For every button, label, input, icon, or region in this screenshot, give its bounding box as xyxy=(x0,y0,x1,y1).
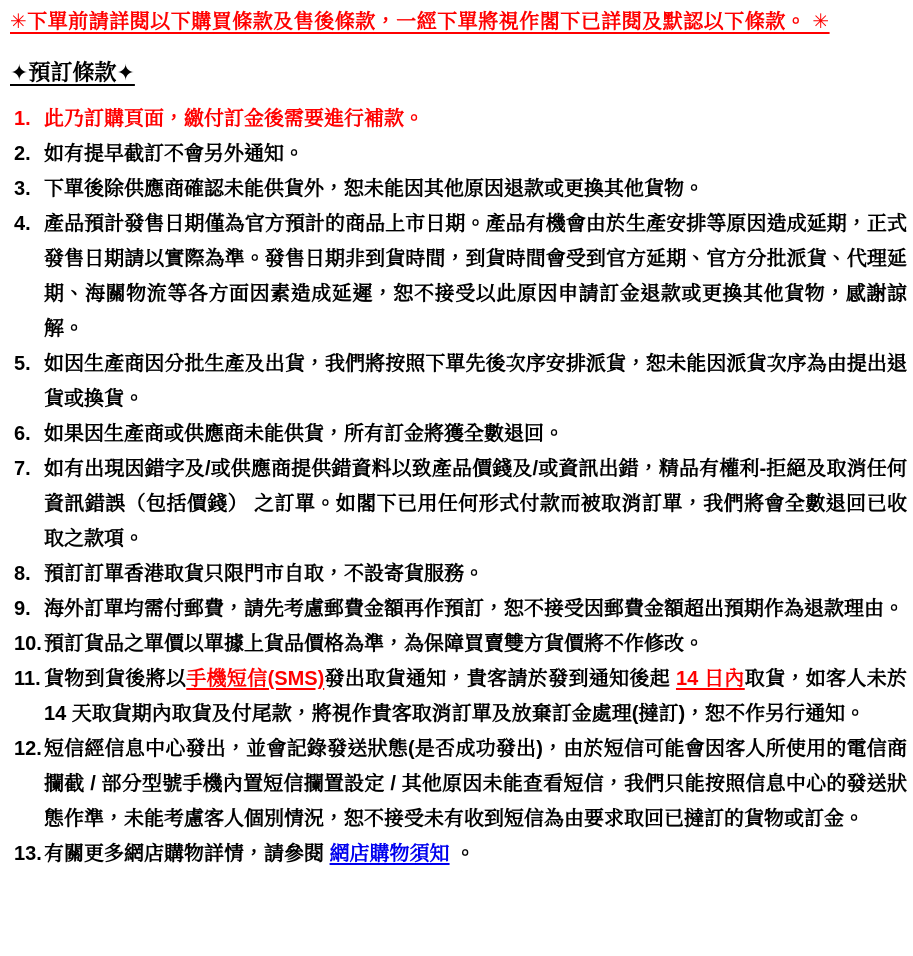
term-text-segment: 貨物到貨後將以 xyxy=(44,668,187,690)
highlighted-red-text: 14 日內 xyxy=(675,668,745,690)
shop-notice-link[interactable]: 網店購物須知 xyxy=(329,843,450,865)
term-item-10 xyxy=(14,627,907,662)
term-item-4 xyxy=(14,207,907,347)
preorder-terms-page xyxy=(0,8,913,956)
term-text xyxy=(44,207,907,347)
term-item-9 xyxy=(14,592,907,627)
term-number: 5. xyxy=(14,353,31,375)
term-text xyxy=(44,102,907,137)
term-text-segment: 下單後除供應商確認未能供貨外，恕未能因其他原因退款或更換其他貨物。 xyxy=(44,178,704,200)
term-text-segment: 海外訂單均需付郵費，請先考慮郵費金額再作預訂，恕不接受因郵費金額超出預期作為退款理由。 xyxy=(44,598,904,620)
term-item-6 xyxy=(14,417,907,452)
term-text-segment: 如因生產商因分批生產及出貨，我們將按照下單先後次序安排派貨，恕未能因派貨次序為由提出退貨或換貨。 xyxy=(44,353,907,410)
section-title-preorder-terms: ✦預訂條款✦ xyxy=(10,60,135,85)
term-item-11 xyxy=(14,662,907,732)
term-text-segment: 短信經信息中心發出，並會記錄發送狀態(是否成功發出)，由於短信可能會因客人所使用的電信商攔截 / 部分型號手機內置短信攔置設定 / 其他原因未能查看短信，我們只能按照信息中心的發送狀態作準，未能考慮客人個別情況，恕不接受未有收到短信為由要求取回已撻訂的貨物或訂金。 xyxy=(44,738,907,830)
term-text-segment: 預訂訂單香港取貨只限門市自取，不設寄貨服務。 xyxy=(44,563,484,585)
term-text xyxy=(44,662,907,732)
term-text xyxy=(44,452,907,557)
term-number: 13. xyxy=(14,843,42,865)
term-item-1 xyxy=(14,102,907,137)
term-text-segment: 取貨，如客人未於 14 天取貨期內取貨及付尾款，將視作貴客取消訂單及放棄訂金處理(撻訂)，恕不作另行通知。 xyxy=(44,668,908,725)
term-text-segment: 有關更多網店購物詳情，請參閱 xyxy=(44,843,330,865)
term-text xyxy=(44,417,907,452)
term-number: 1. xyxy=(14,108,31,130)
highlighted-red-text: 手機短信(SMS) xyxy=(186,668,325,690)
term-number: 3. xyxy=(14,178,31,200)
term-number: 10. xyxy=(14,633,42,655)
term-number: 6. xyxy=(14,423,31,445)
term-text-segment: 。 xyxy=(449,843,476,865)
term-item-5 xyxy=(14,347,907,417)
term-number: 12. xyxy=(14,738,42,760)
term-text-segment: 產品預計發售日期僅為官方預計的商品上市日期。產品有機會由於生產安排等原因造成延期，正式發售日期請以實際為準。發售日期非到貨時間，到貨時間會受到官方延期、官方分批派貨、代理延期、海關物流等各方面因素造成延遲，恕不接受以此原因申請訂金退款或更換其他貨物，感謝諒解。 xyxy=(44,213,907,340)
terms-list xyxy=(14,102,907,872)
term-text xyxy=(44,347,907,417)
term-text xyxy=(44,557,907,592)
term-number: 4. xyxy=(14,213,31,235)
term-text-segment: 預訂貨品之單價以單據上貨品價格為準，為保障買賣雙方貨價將不作修改。 xyxy=(44,633,704,655)
term-item-8 xyxy=(14,557,907,592)
term-text-segment: 如有出現因錯字及/或供應商提供錯資料以致產品價錢及/或資訊出錯，精品有權利-拒絕及取消任何資訊錯誤（包括價錢） 之訂單。如閣下已用任何形式付款而被取消訂單，我們將會全數退回已收取之款項。 xyxy=(44,458,907,550)
term-text xyxy=(44,172,907,207)
term-number: 7. xyxy=(14,458,31,480)
term-item-7 xyxy=(14,452,907,557)
term-text-segment: 如果因生產商或供應商未能供貨，所有訂金將獲全數退回。 xyxy=(44,423,564,445)
term-number: 11. xyxy=(14,668,41,690)
term-item-13 xyxy=(14,837,907,872)
term-text xyxy=(44,592,907,627)
term-number: 9. xyxy=(14,598,31,620)
term-text xyxy=(44,837,907,872)
term-text-segment: 發出取貨通知，貴客請於發到通知後起 xyxy=(324,668,676,690)
term-number: 2. xyxy=(14,143,31,165)
term-text-segment: 如有提早截訂不會另外通知。 xyxy=(44,143,304,165)
term-item-12 xyxy=(14,732,907,837)
term-text xyxy=(44,627,907,662)
term-text-segment: 此乃訂購頁面，繳付訂金後需要進行補款。 xyxy=(44,108,424,130)
pre-order-warning-banner: ✳下單前請詳閱以下購買條款及售後條款，一經下單將視作閣下已詳閱及默認以下條款。 ✳ xyxy=(10,11,830,33)
term-text xyxy=(44,732,907,837)
term-item-3 xyxy=(14,172,907,207)
term-number: 8. xyxy=(14,563,31,585)
term-text xyxy=(44,137,907,172)
term-item-2 xyxy=(14,137,907,172)
